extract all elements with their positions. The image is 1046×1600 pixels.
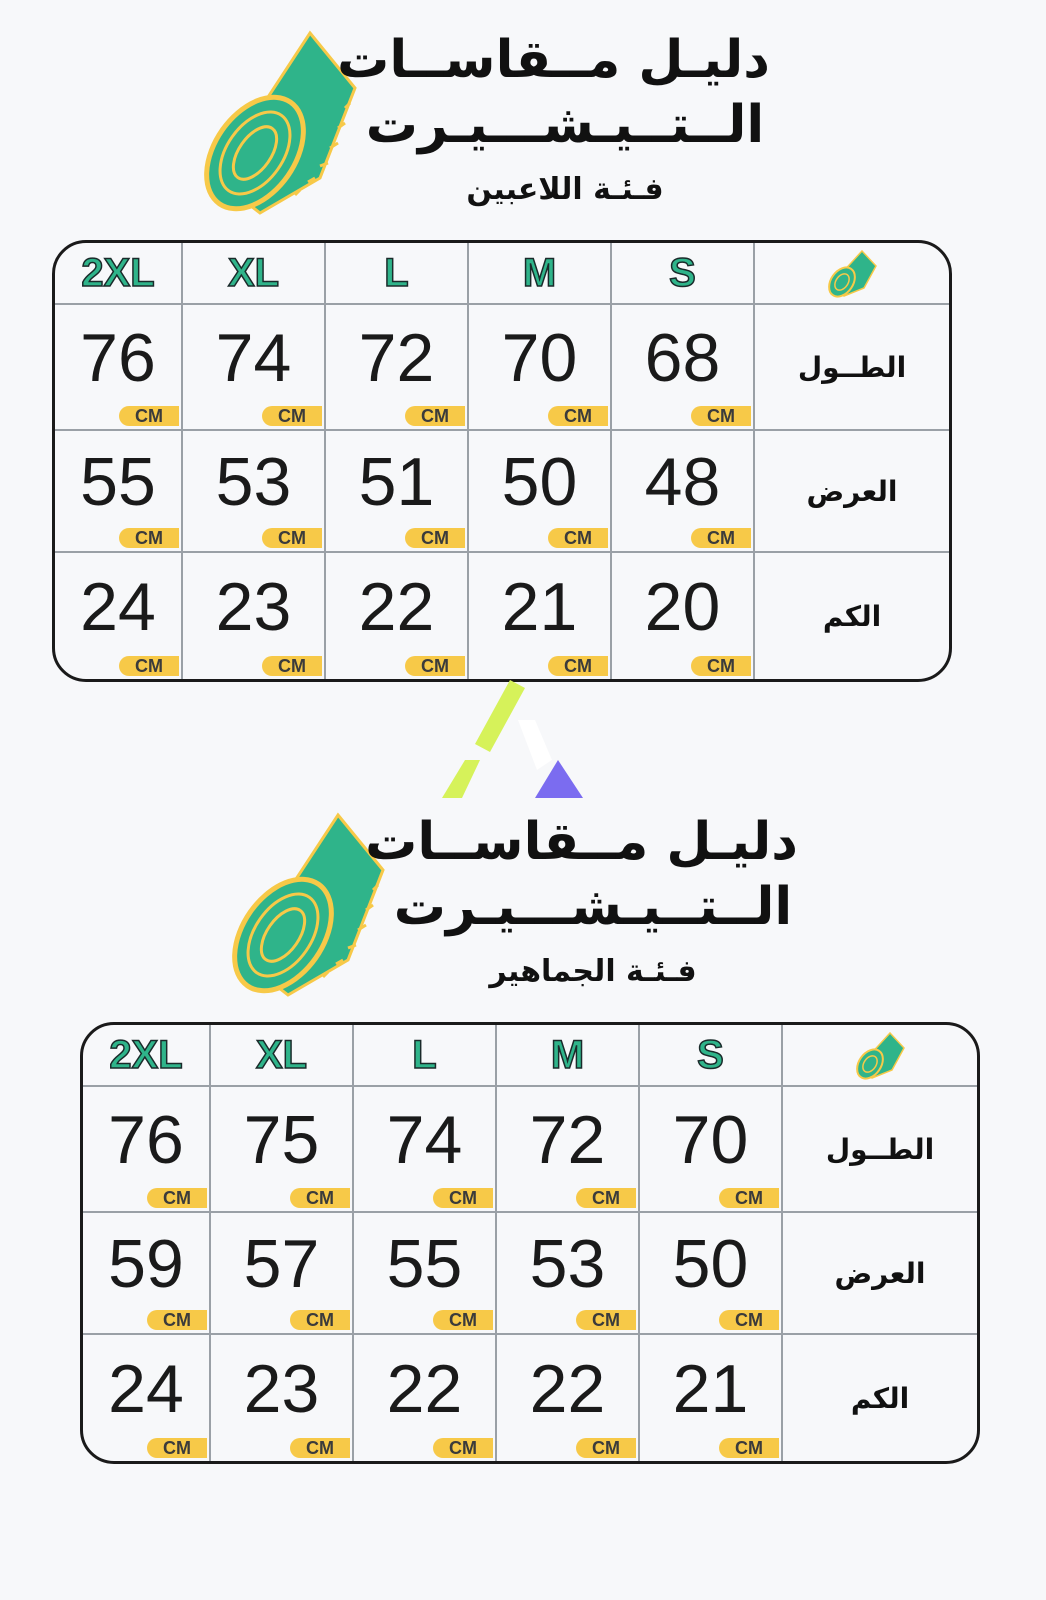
subtitle: فـئـة اللاعبين bbox=[466, 172, 664, 207]
width-2xl: 55 CM bbox=[55, 429, 181, 551]
row-label-length: الطــول bbox=[753, 303, 949, 429]
length-s: 68 CM bbox=[610, 303, 753, 429]
size-header-s: S bbox=[638, 1025, 781, 1085]
size-header-s: S bbox=[610, 243, 753, 303]
width-l: 51 CM bbox=[324, 429, 467, 551]
sleeve-m: 21 CM bbox=[467, 551, 610, 679]
size-header-m: M bbox=[467, 243, 610, 303]
title-line-2: الــتــيـشـــيـرت bbox=[365, 95, 765, 155]
row-label-width: العرض bbox=[753, 429, 949, 551]
length-m: 72 CM bbox=[495, 1085, 638, 1211]
title-line-1: دليـل مــقاســات bbox=[337, 30, 770, 90]
length-2xl: 76 CM bbox=[55, 303, 181, 429]
title-line-1: دليـل مــقاســات bbox=[365, 812, 798, 872]
sleeve-xl: 23 CM bbox=[209, 1333, 352, 1461]
row-label-sleeve: الكم bbox=[753, 551, 949, 679]
size-header-2xl: 2XL bbox=[81, 250, 155, 295]
length-m: 70 CM bbox=[467, 303, 610, 429]
size-header-m: M bbox=[495, 1025, 638, 1085]
sleeve-s: 21 CM bbox=[638, 1333, 781, 1461]
width-m: 53 CM bbox=[495, 1211, 638, 1333]
size-header-xl: XL bbox=[181, 243, 324, 303]
measuring-tape-icon bbox=[753, 243, 949, 303]
size-table bbox=[80, 1022, 980, 1464]
sleeve-s: 20 CM bbox=[610, 551, 753, 679]
subtitle: فـئـة الجماهير bbox=[489, 954, 697, 989]
sleeve-m: 22 CM bbox=[495, 1333, 638, 1461]
sleeve-2xl: 24 CM bbox=[55, 551, 181, 679]
length-xl: 74 CM bbox=[181, 303, 324, 429]
size-table bbox=[52, 240, 952, 682]
size-header-l: L bbox=[324, 243, 467, 303]
width-2xl: 59 CM bbox=[83, 1211, 209, 1333]
size-header-l: L bbox=[352, 1025, 495, 1085]
measuring-tape-icon bbox=[781, 1025, 977, 1085]
row-label-length: الطــول bbox=[781, 1085, 977, 1211]
row-label-sleeve: الكم bbox=[781, 1333, 977, 1461]
width-m: 50 CM bbox=[467, 429, 610, 551]
width-s: 48 CM bbox=[610, 429, 753, 551]
width-xl: 57 CM bbox=[209, 1211, 352, 1333]
sleeve-xl: 23 CM bbox=[181, 551, 324, 679]
row-label-width: العرض bbox=[781, 1211, 977, 1333]
size-guide-players bbox=[0, 0, 1046, 700]
width-s: 50 CM bbox=[638, 1211, 781, 1333]
length-l: 72 CM bbox=[324, 303, 467, 429]
title-line-2: الــتــيـشـــيـرت bbox=[393, 877, 793, 937]
length-2xl: 76 CM bbox=[83, 1085, 209, 1211]
sleeve-2xl: 24 CM bbox=[83, 1333, 209, 1461]
sleeve-l: 22 CM bbox=[352, 1333, 495, 1461]
sleeve-l: 22 CM bbox=[324, 551, 467, 679]
size-header-xl: XL bbox=[209, 1025, 352, 1085]
width-l: 55 CM bbox=[352, 1211, 495, 1333]
length-s: 70 CM bbox=[638, 1085, 781, 1211]
size-header-2xl: 2XL bbox=[109, 1032, 183, 1077]
brand-mark-icon bbox=[440, 680, 590, 802]
width-xl: 53 CM bbox=[181, 429, 324, 551]
length-l: 74 CM bbox=[352, 1085, 495, 1211]
length-xl: 75 CM bbox=[209, 1085, 352, 1211]
size-guide-fans bbox=[0, 800, 1046, 1500]
